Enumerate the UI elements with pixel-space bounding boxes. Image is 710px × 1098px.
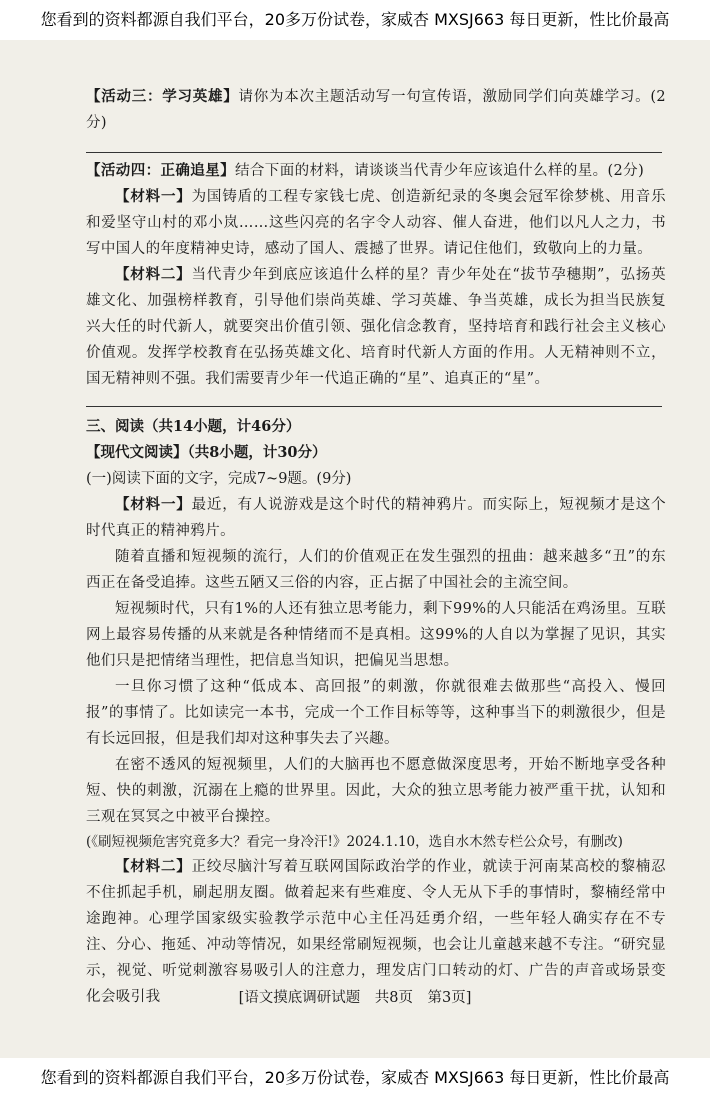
reading-m2-text: 正绞尽脑汁写着互联网国际政治学的作业，就读于河南某高校的黎楠忍不住抓起手机，刷起朋友圈。做着起来有些难度、令人无从下手的事情时，黎楠经常中途跑神。心理学国家级实验教学示范中心主任冯廷勇介绍，一些年轻人确实存在不专注、分心、拖延、冲动等情况，如果经常刷短视频，也会让儿童越来越不专注。“研究显示，视觉、听觉刺激容易吸引人的注意力，理发店门口转动的灯、广告的声音或场景变化会吸引我 bbox=[86, 859, 666, 1005]
divider-top bbox=[86, 152, 662, 153]
section-three-title: 三、阅读（共14小题，计46分） bbox=[86, 418, 301, 435]
activity-three-text: 请你为本次主题活动写一句宣传语，激励同学们向英雄学习。(2分) bbox=[86, 89, 667, 131]
part-one-instruction: (一)阅读下面的文字，完成7~9题。(9分) bbox=[86, 471, 352, 487]
material-two-tag: 【材料二】 bbox=[115, 266, 192, 283]
bottom-banner: 您看到的资料都源自我们平台，20多万份试卷，家威杏 MXSJ663 每日更新，性比价最高 bbox=[0, 1058, 710, 1098]
divider-bottom bbox=[86, 406, 662, 407]
reading-m1-p1: 最近，有人说游戏是这个时代的精神鸦片。而实际上，短视频才是这个时代真正的精神鸦片。 bbox=[86, 497, 666, 539]
reading-m1-p5: 在密不透风的短视频里，人们的大脑再也不愿意做深度思考，开始不断地享受各种短、快的刺激，沉溺在上瘾的世界里。因此，大众的独立思考能力被严重干扰，认知和三观在冥冥之中被平台操控。 bbox=[86, 757, 666, 825]
modern-reading-title: 【现代文阅读】（共8小题，计30分） bbox=[86, 444, 327, 461]
material-one-text: 为国铸盾的工程专家钱七虎、创造新纪录的冬奥会冠军徐梦桃、用音乐和爱坚守山村的邓小岚……这些闪亮的名字令人动容、催人奋进，他们以凡人之力，书写中国人的年度精神史诗，感动了国人、震撼了世界。请记住他们，致敬向上的力量。 bbox=[86, 189, 666, 257]
material-one-tag: 【材料一】 bbox=[115, 188, 192, 205]
reading-material-two-tag: 【材料二】 bbox=[115, 858, 192, 875]
reading-source: (《刷短视频危害究竟多大？看完一身冷汗!》2024.1.10，选自水木然专栏公众号，有删改) bbox=[86, 834, 623, 850]
reading-m1-p2: 随着直播和短视频的流行，人们的价值观正在发生强烈的扭曲：越来越多“丑”的东西正在备受追捧。这些五陋又三俗的内容，正占据了中国社会的主流空间。 bbox=[86, 549, 666, 591]
reading-m1-p4: 一旦你习惯了这种“低成本、高回报”的刺激，你就很难去做那些“高投入、慢回报”的事情了。比如读完一本书，完成一个工作目标等等，这种事当下的刺激很少，但是有长远回报，但是我们却对这种事失去了兴趣。 bbox=[86, 679, 666, 747]
page-footer: [语文摸底调研试题 共8页 第3页] bbox=[238, 990, 472, 1006]
exam-page bbox=[0, 40, 710, 1058]
top-banner: 您看到的资料都源自我们平台，20多万份试卷，家威杏 MXSJ663 每日更新，性比价最高 bbox=[0, 0, 710, 40]
activity-four-text: 结合下面的材料，请谈谈当代青少年应该追什么样的星。(2分) bbox=[235, 163, 645, 179]
reading-m1-p3: 短视频时代，只有1%的人还有独立思考能力，剩下99%的人只能活在鸡汤里。互联网上最容易传播的从来就是各种情绪而不是真相。这99%的人自以为掌握了见识，其实他们只是把情绪当理性，把信息当知识，把偏见当思想。 bbox=[86, 601, 666, 669]
material-two-text: 当代青少年到底应该追什么样的星？青少年处在“拔节孕穗期”，弘扬英雄文化、加强榜样教育，引导他们崇尚英雄、学习英雄、争当英雄，成长为担当民族复兴大任的时代新人，就要突出价值引领、强化信念教育，坚持培育和践行社会主义核心价值观。发挥学校教育在弘扬英雄文化、培育时代新人方面的作用。人无精神则不立，国无精神则不强。我们需要青少年一代追正确的“星”、追真正的“星”。 bbox=[86, 267, 667, 387]
reading-material-one-tag: 【材料一】 bbox=[115, 496, 192, 513]
activity-three-tag: 【活动三：学习英雄】 bbox=[86, 88, 239, 105]
activity-three bbox=[86, 84, 666, 136]
activity-four bbox=[86, 158, 666, 392]
reading-section bbox=[86, 414, 666, 1010]
activity-four-tag: 【活动四：正确追星】 bbox=[86, 162, 235, 179]
